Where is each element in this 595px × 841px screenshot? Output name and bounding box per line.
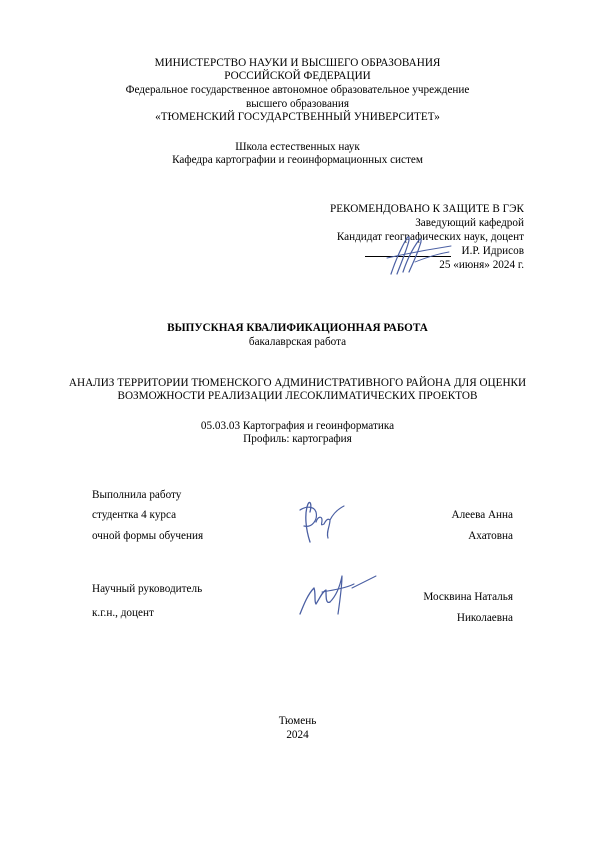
university-name: «ТЮМЕНСКИЙ ГОСУДАРСТВЕННЫЙ УНИВЕРСИТЕТ»: [155, 111, 440, 123]
ministry-line-2: РОССИЙСКОЙ ФЕДЕРАЦИИ: [224, 70, 371, 82]
department-name: Кафедра картографии и геоинформационных систем: [172, 154, 423, 166]
head-of-department-signature: [385, 232, 455, 278]
author-signature: [296, 498, 348, 546]
author-label-3: очной формы обучения: [92, 530, 204, 542]
approval-position: Заведующий кафедрой: [415, 217, 524, 229]
thesis-title-line-1: АНАЛИЗ ТЕРРИТОРИИ ТЮМЕНСКОГО АДМИНИСТРАТИВНОГО РАЙОНА ДЛЯ ОЦЕНКИ: [68, 377, 527, 389]
approval-title: РЕКОМЕНДОВАНО К ЗАЩИТЕ В ГЭК: [329, 203, 524, 215]
supervisor-name-2: Николаевна: [456, 612, 513, 624]
institution-line-1: Федеральное государственное автономное образовательное учреждение: [125, 84, 470, 96]
ministry-line-1: МИНИСТЕРСТВО НАУКИ И ВЫСШЕГО ОБРАЗОВАНИЯ: [154, 57, 441, 69]
school-name: Школа естественных наук: [235, 141, 360, 153]
supervisor-label-1: Научный руководитель: [92, 583, 203, 595]
author-label-2: студентка 4 курса: [92, 509, 177, 521]
supervisor-label-2: к.г.н., доцент: [92, 607, 154, 619]
approval-date: 25 «июня» 2024 г.: [439, 259, 524, 271]
city: Тюмень: [278, 715, 317, 727]
approval-degree: Кандидат географических наук, доцент: [336, 231, 524, 243]
approval-name: И.Р. Идрисов: [461, 245, 524, 257]
institution-line-2: высшего образования: [245, 98, 350, 110]
work-subtype: бакалаврская работа: [248, 336, 347, 348]
supervisor-name-1: Москвина Наталья: [423, 591, 513, 603]
year: 2024: [286, 729, 309, 741]
specialty: 05.03.03 Картография и геоинформатика: [200, 420, 395, 432]
author-name-2: Ахатовна: [468, 530, 513, 542]
author-name-1: Алеева Анна: [451, 509, 513, 521]
thesis-title-line-2: ВОЗМОЖНОСТИ РЕАЛИЗАЦИИ ЛЕСОКЛИМАТИЧЕСКИХ ПРОЕКТОВ: [117, 390, 478, 402]
author-label-1: Выполнила работу: [92, 489, 182, 501]
profile: Профиль: картография: [243, 433, 352, 445]
work-type: ВЫПУСКНАЯ КВАЛИФИКАЦИОННАЯ РАБОТА: [167, 322, 428, 334]
supervisor-signature: [292, 570, 382, 620]
